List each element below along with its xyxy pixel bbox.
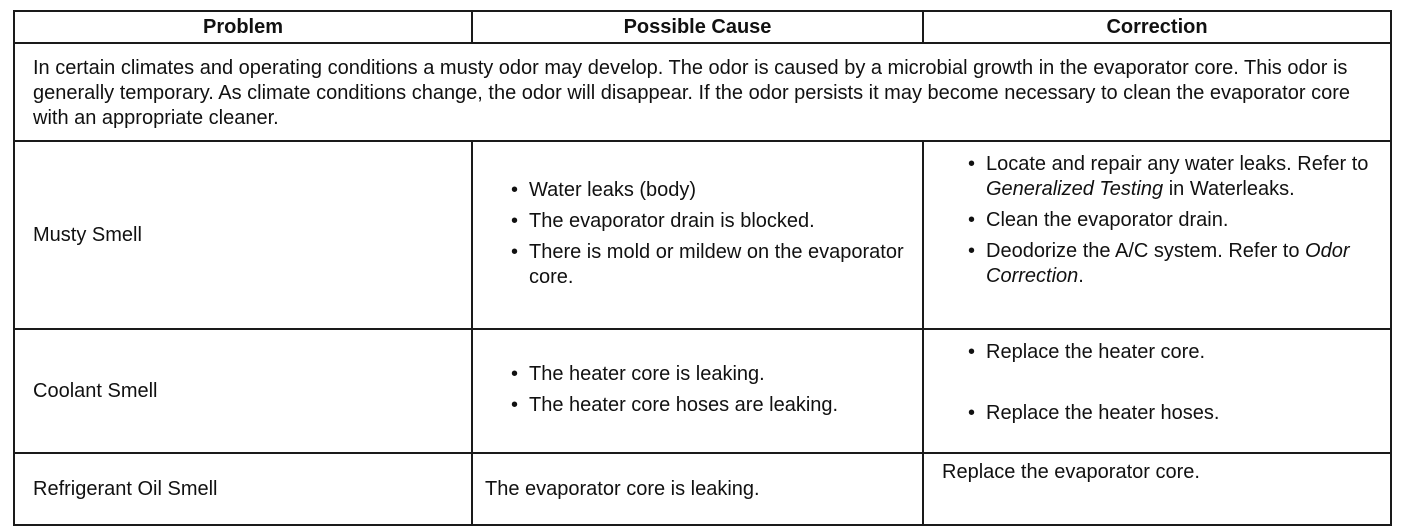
correction-cell <box>923 329 1391 453</box>
correction-text: in Waterleaks. <box>1163 178 1295 200</box>
correction-cell: Replace the evaporator core. <box>923 453 1391 525</box>
reference-link: Generalized Testing <box>986 178 1164 200</box>
cause-item: • There is mold or mildew on the evaporator core. <box>503 240 916 290</box>
cause-cell: The evaporator core is leaking. <box>472 453 923 525</box>
cause-list <box>503 178 916 290</box>
cause-item: • Water leaks (body) <box>503 178 916 203</box>
header-possible-cause: Possible Cause <box>472 11 923 43</box>
correction-cell <box>923 141 1391 329</box>
header-correction: Correction <box>923 11 1391 43</box>
cause-item: • The heater core is leaking. <box>503 362 916 387</box>
table-row <box>14 453 1391 525</box>
spacer <box>962 371 1384 397</box>
correction-item: • Replace the heater core. <box>960 340 1384 365</box>
odor-note: In certain climates and operating conditions a musty odor may develop. The odor is caused by a microbial growth in the evaporator core. This odor is generally temporary. As climate conditions change, the odor will disappear. If the odor persists it may become necessary to clean the evaporator core with an appropriate cleaner. <box>14 43 1391 141</box>
reference-link: Odor Correction <box>986 240 1350 287</box>
correction-item <box>960 152 1384 202</box>
correction-list <box>962 152 1384 289</box>
header-problem: Problem <box>14 11 472 43</box>
correction-text: Locate and repair any water leaks. Refer to <box>986 153 1369 175</box>
correction-text: Clean the evaporator drain. <box>986 209 1229 231</box>
correction-item <box>960 239 1384 289</box>
note-row <box>14 43 1391 141</box>
table-row <box>14 329 1391 453</box>
cause-item: • The evaporator drain is blocked. <box>503 209 916 234</box>
correction-text: Deodorize the A/C system. Refer to <box>986 240 1306 262</box>
problem-cell: Refrigerant Oil Smell <box>14 453 472 525</box>
correction-list <box>962 340 1384 426</box>
cause-item: • The heater core hoses are leaking. <box>503 393 916 418</box>
cause-cell <box>472 329 923 453</box>
correction-item <box>960 208 1384 233</box>
cause-list <box>503 362 916 418</box>
cause-cell <box>472 141 923 329</box>
correction-item: • Replace the heater hoses. <box>960 401 1384 426</box>
problem-cell: Musty Smell <box>14 141 472 329</box>
table-row <box>14 141 1391 329</box>
header-row <box>14 11 1391 43</box>
correction-text: . <box>1078 265 1084 287</box>
troubleshooting-table <box>13 10 1392 526</box>
problem-cell: Coolant Smell <box>14 329 472 453</box>
